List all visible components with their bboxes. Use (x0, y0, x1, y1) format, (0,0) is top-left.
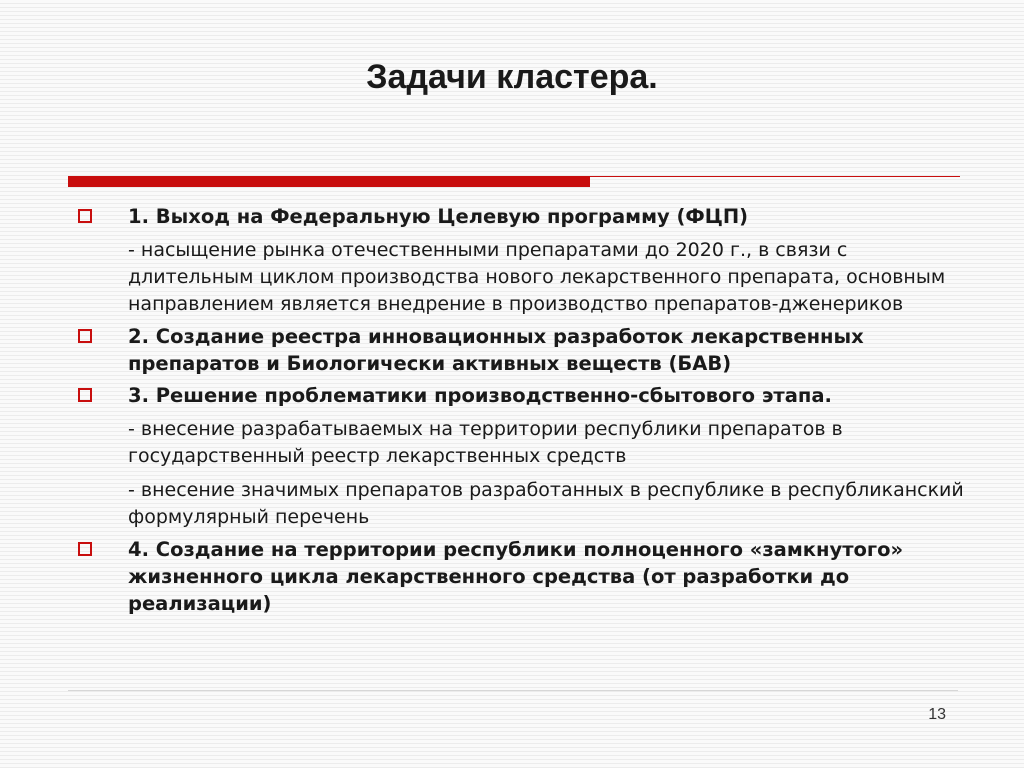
page-number: 13 (928, 706, 946, 723)
item-detail: - внесение значимых препаратов разработанных в республике в республиканский формулярный перечень (128, 479, 964, 528)
square-bullet-icon (78, 542, 92, 556)
title-accent-line (590, 176, 960, 177)
item-heading: 4. Создание на территории республики полноценного «замкнутого» жизненного цикла лекарственного средства (от разработки до реализации) (128, 538, 904, 615)
item-heading: 1. Выход на Федеральную Целевую программу (ФЦП) (128, 205, 749, 228)
list-item (72, 323, 972, 377)
item-heading: 2. Создание реестра инновационных разработок лекарственных препаратов и Биологически активных веществ (БАВ) (128, 325, 864, 375)
list-item (72, 382, 972, 531)
bullet-list (72, 203, 972, 617)
square-bullet-icon (78, 209, 92, 223)
item-detail: - внесение разрабатываемых на территории республики препаратов в государственный реестр лекарственных средств (128, 418, 843, 467)
list-item (72, 536, 972, 617)
item-heading: 3. Решение проблематики производственно-сбытового этапа. (128, 384, 832, 407)
list-item (72, 203, 972, 318)
footer-divider (68, 690, 958, 691)
title-accent-bar (68, 176, 590, 187)
square-bullet-icon (78, 329, 92, 343)
item-detail: - насыщение рынка отечественными препаратами до 2020 г., в связи с длительным циклом производства нового лекарственного препарата, основным направлением является внедрение в производство препаратов-дженериков (128, 239, 946, 315)
square-bullet-icon (78, 388, 92, 402)
slide-title: Задачи кластера. (366, 58, 658, 96)
